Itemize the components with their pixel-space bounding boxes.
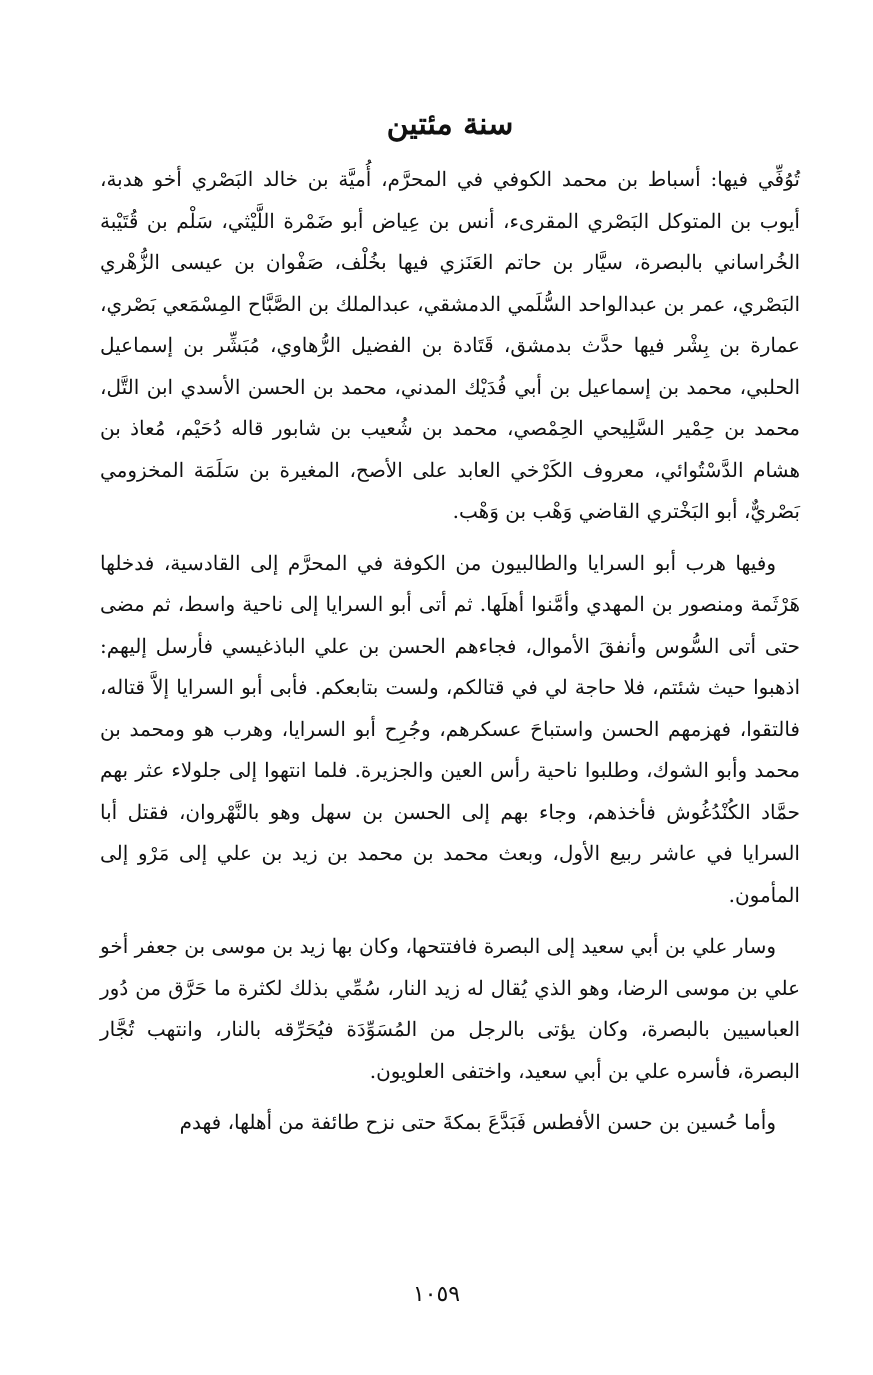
paragraph-abu-al-saraya: وفيها هرب أبو السرايا والطالبيون من الكوفة في المحرَّم إلى القادسية، فدخلها هَرْثَمة ومنصور بن المهدي وأمَّنوا أهلَها. ثم أتى أبو السرايا إلى ناحية واسط، ثم مضى حتى أتى السُّوس وأنفقَ الأموال، فجاءهم الحسن بن علي الباذغيسي فأرسل إليهم: اذهبوا حيث شئتم، فلا حاجة لي في قتالكم، ولست بتابعكم. فأبى أبو السرايا إلاَّ قتاله، فالتقوا، فهزمهم الحسن واستباحَ عسكرهم، وجُرِح أبو السرايا، وهرب هو ومحمد بن محمد وأبو الشوك، وطلبوا ناحية رأس العين والجزيرة. فلما انتهوا إلى جلولاء عثر بهم حمَّاد الكُنْدُغُوش فأخذهم، وجاء بهم إلى الحسن بن سهل وهو بالنَّهْروان، فقتل أبا السرايا في عاشر ربيع الأول، وبعث محمد بن محمد بن زيد بن علي إلى مَرْو إلى المأمون. (100, 550, 800, 907)
page-title: سنة مئتين (386, 107, 514, 142)
paragraph-basra: وسار علي بن أبي سعيد إلى البصرة فافتتحها، وكان بها زيد بن موسى بن جعفر أخو علي بن موسى الرضا، وهو الذي يُقال له زيد النار، سُمِّي بذلك لكثرة ما حَرَّق من دُور العباسيين بالبصرة، وكان يؤتى بالرجل من المُسَوِّدَة فيُحَرِّقه بالنار، وانتهب تُجَّار البصرة، فأسره علي بن أبي سعيد، واختفى العلويون. (100, 934, 800, 1083)
paragraph-deaths: تُوُفِّي فيها: أسباط بن محمد الكوفي في المحرَّم، أُميَّة بن خالد البَصْري أخو هدبة، أيوب بن المتوكل البَصْري المقرىء، أنس بن عِياض أبو ضَمْرة اللَّيْثي، سَلْم بن قُتَيْبة الخُراساني بالبصرة، سيَّار بن حاتم العَنَزي فيها بخُلْف، صَفْوان بن عيسى الزُّهْري البَصْري، عمر بن عبدالواحد السُّلَمي الدمشقي، عبدالملك بن الصَّبَّاح المِسْمَعي بَصْري، عمارة بن بِشْر فيها حدَّث بدمشق، قَتَادة بن الفضيل الرُّهاوي، مُبَشِّر بن إسماعيل الحلبي، محمد بن إسماعيل بن أبي فُدَيْك المدني، محمد بن الحسن الأسدي ابن التَّل، محمد بن حِمْير السَّلِيحي الحِمْصي، محمد بن شُعيب بن شابور قاله دُحَيْم، مُعاذ بن هشام الدَّسْتُوائي، معروف الكَرْخي العابد على الأصح، المغيرة بن سَلَمَة المخزومي بَصْريٌّ، أبو البَخْتري القاضي وَهْب بن وَهْب. (100, 167, 801, 523)
paragraph-mecca: وأما حُسين بن حسن الأفطس فَبَدَّعَ بمكةَ حتى نزح طائفة من أهلها، فهدم (179, 1110, 776, 1134)
page-content (100, 95, 800, 1154)
page-number: ١٠٥٩ (412, 1282, 461, 1307)
